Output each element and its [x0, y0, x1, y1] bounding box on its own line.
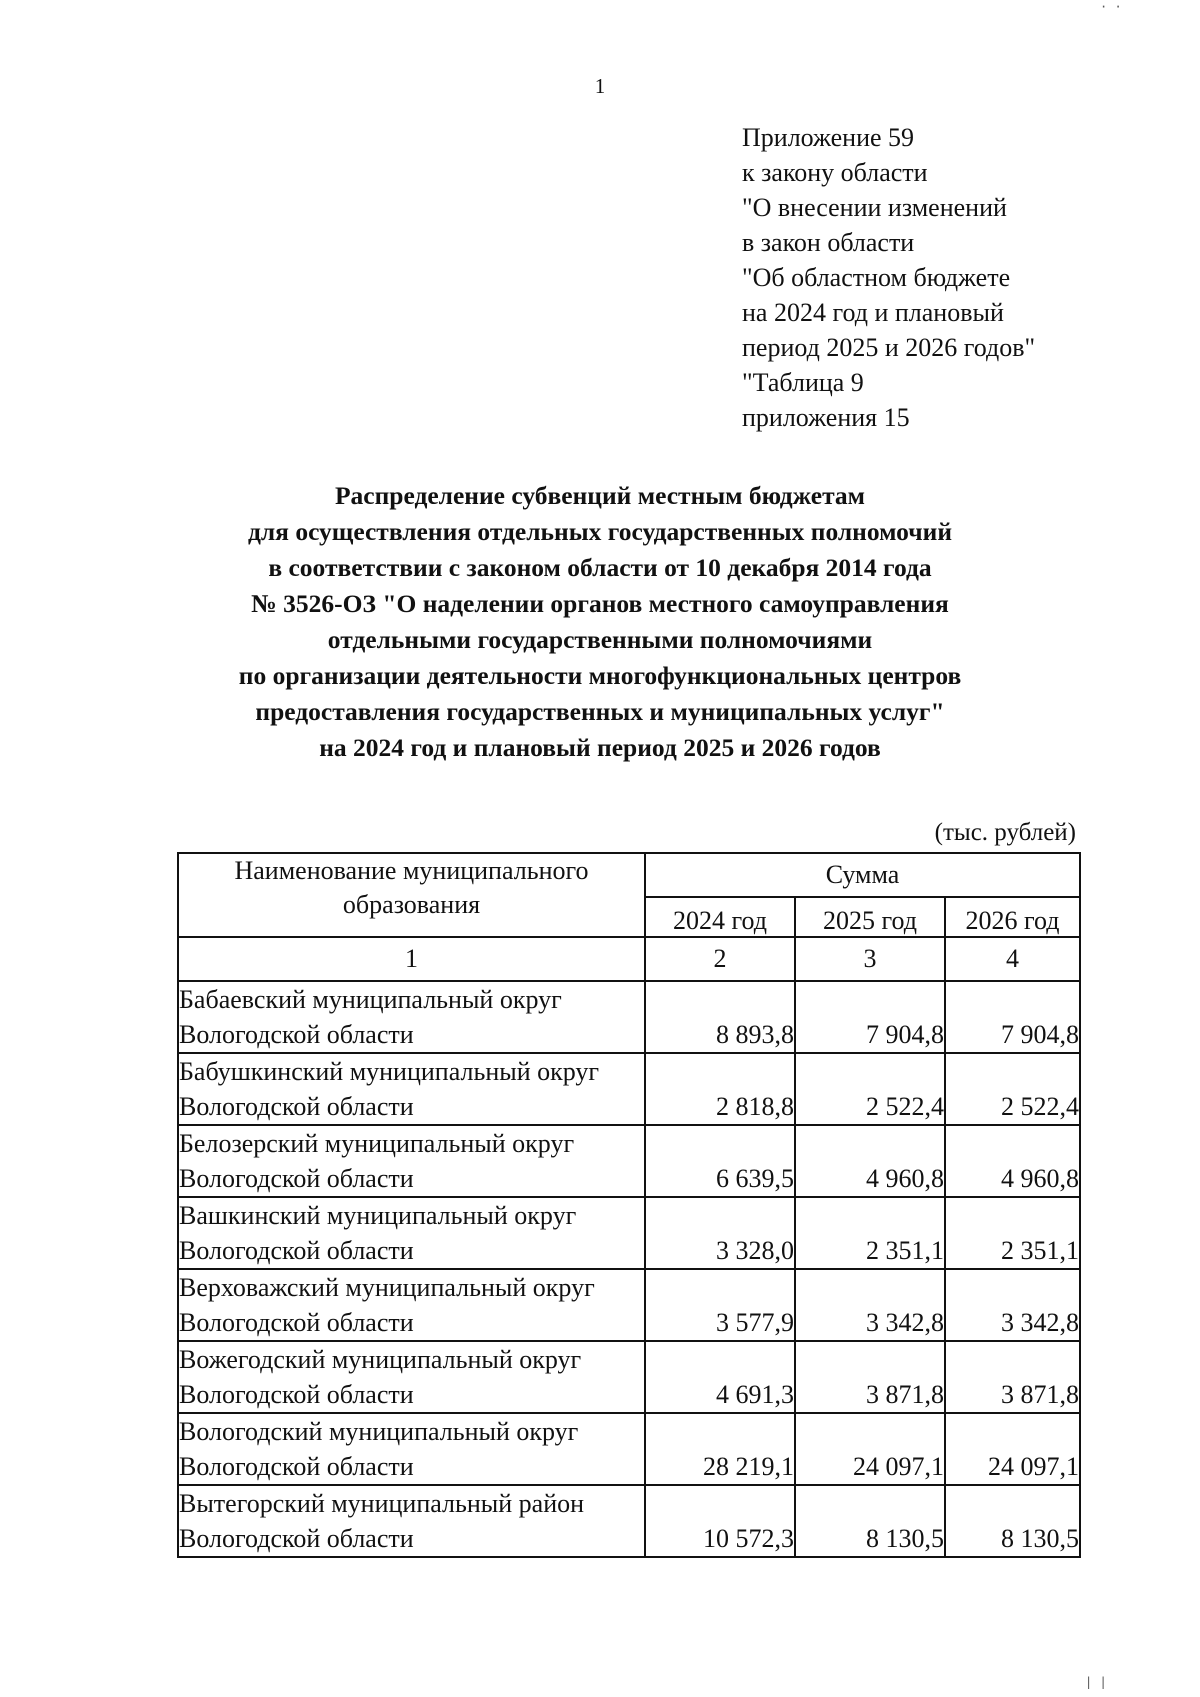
amount-2025: 8 130,5 — [795, 1485, 945, 1557]
amount-2024: 28 219,1 — [645, 1413, 795, 1485]
municipality-name: Верховажский муниципальный округ Вологодской области — [178, 1269, 645, 1341]
annex-line: на 2024 год и плановый — [742, 298, 1004, 327]
amount-2026: 24 097,1 — [945, 1413, 1080, 1485]
municipality-name: Вашкинский муниципальный округ Вологодской области — [178, 1197, 645, 1269]
amount-2025: 4 960,8 — [795, 1125, 945, 1197]
amount-2026: 7 904,8 — [945, 981, 1080, 1053]
scan-artifact-top: · · — [1100, 0, 1122, 14]
municipality-name: Вологодский муниципальный округ Вологодской области — [178, 1413, 645, 1485]
header-year-2025: 2025 год — [795, 897, 945, 937]
title-line: на 2024 год и плановый период 2025 и 2026 годов — [319, 733, 881, 762]
amount-2026: 3 342,8 — [945, 1269, 1080, 1341]
amount-2026: 2 522,4 — [945, 1053, 1080, 1125]
amount-2026: 3 871,8 — [945, 1341, 1080, 1413]
annex-line: "Об областном бюджете — [742, 263, 1011, 292]
amount-2025: 7 904,8 — [795, 981, 945, 1053]
annex-line: "Таблица 9 — [742, 368, 864, 397]
column-number: 1 — [178, 937, 645, 981]
annex-line: период 2025 и 2026 годов" — [742, 333, 1036, 362]
document-title — [150, 478, 1050, 766]
header-year-2024: 2024 год — [645, 897, 795, 937]
amount-2024: 3 577,9 — [645, 1269, 795, 1341]
municipality-name: Вожегодский муниципальный округ Вологодской области — [178, 1341, 645, 1413]
amount-2026: 2 351,1 — [945, 1197, 1080, 1269]
title-line: предоставления государственных и муниципальных услуг" — [255, 697, 945, 726]
scan-artifact-bottom: | | — [1085, 1675, 1107, 1689]
header-sum: Сумма — [645, 853, 1080, 897]
annex-line: в закон области — [742, 228, 915, 257]
municipality-name: Вытегорский муниципальный район Вологодской области — [178, 1485, 645, 1557]
amount-2024: 4 691,3 — [645, 1341, 795, 1413]
page-number: 1 — [594, 74, 606, 98]
title-line: отдельными государственными полномочиями — [327, 625, 873, 654]
table-row — [178, 1197, 1080, 1269]
amount-2024: 8 893,8 — [645, 981, 795, 1053]
table-row — [178, 981, 1080, 1053]
amount-2025: 24 097,1 — [795, 1413, 945, 1485]
annex-line: к закону области — [742, 158, 928, 187]
annex-line: Приложение 59 — [742, 123, 915, 152]
annex-line: "О внесении изменений — [742, 193, 1007, 222]
amount-2024: 2 818,8 — [645, 1053, 795, 1125]
municipality-name: Белозерский муниципальный округ Вологодской области — [178, 1125, 645, 1197]
amount-2024: 3 328,0 — [645, 1197, 795, 1269]
table-row — [178, 1413, 1080, 1485]
table-row — [178, 1341, 1080, 1413]
amount-2024: 6 639,5 — [645, 1125, 795, 1197]
table-row — [178, 1485, 1080, 1557]
header-municipality: Наименование муниципального образования — [178, 853, 645, 937]
amount-2025: 3 871,8 — [795, 1341, 945, 1413]
title-line: № 3526-ОЗ "О наделении органов местного самоуправления — [251, 589, 949, 618]
annex-reference — [742, 120, 1035, 435]
table-row — [178, 1269, 1080, 1341]
column-number: 4 — [945, 937, 1080, 981]
municipality-name: Бабушкинский муниципальный округ Вологодской области — [178, 1053, 645, 1125]
column-number: 3 — [795, 937, 945, 981]
municipality-name: Бабаевский муниципальный округ Вологодской области — [178, 981, 645, 1053]
amount-2024: 10 572,3 — [645, 1485, 795, 1557]
amount-2026: 4 960,8 — [945, 1125, 1080, 1197]
title-line: для осуществления отдельных государственных полномочий — [247, 517, 953, 546]
amount-2025: 2 522,4 — [795, 1053, 945, 1125]
annex-line: приложения 15 — [742, 403, 910, 432]
amount-2026: 8 130,5 — [945, 1485, 1080, 1557]
subvention-table — [177, 852, 1081, 1558]
units-label: (тыс. рублей) — [934, 819, 1076, 846]
table-row — [178, 1053, 1080, 1125]
title-line: Распределение субвенций местным бюджетам — [334, 481, 866, 510]
amount-2025: 3 342,8 — [795, 1269, 945, 1341]
title-line: по организации деятельности многофункциональных центров — [238, 661, 962, 690]
table-row — [178, 1125, 1080, 1197]
amount-2025: 2 351,1 — [795, 1197, 945, 1269]
column-number: 2 — [645, 937, 795, 981]
title-line: в соответствии с законом области от 10 декабря 2014 года — [268, 553, 932, 582]
header-year-2026: 2026 год — [945, 897, 1080, 937]
